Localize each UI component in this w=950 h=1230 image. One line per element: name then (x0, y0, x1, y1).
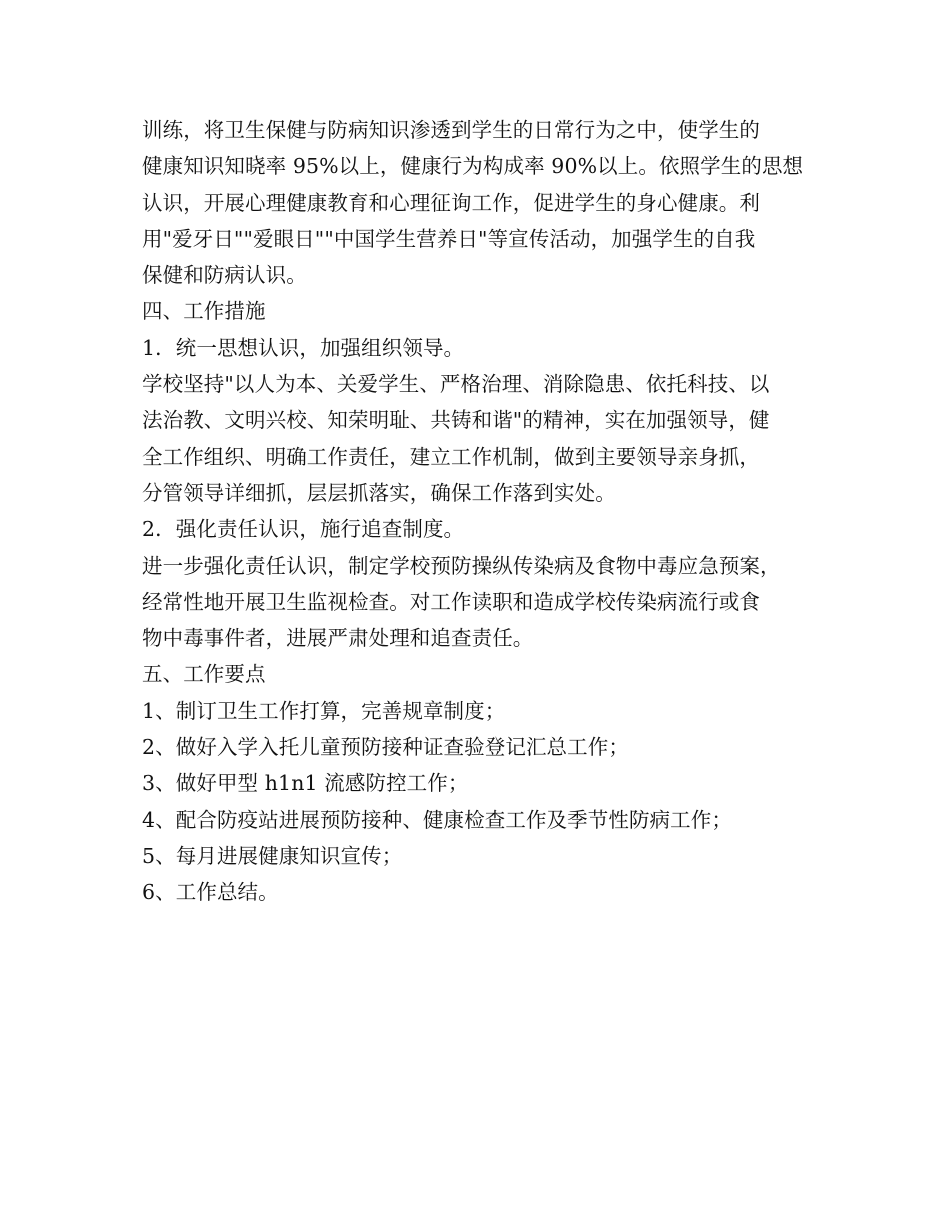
text-line: 训练，将卫生保健与防病知识渗透到学生的日常行为之中，使学生的 (142, 118, 760, 142)
text-line: 进一步强化责任认识，制定学校预防操纵传染病及食物中毒应急预案， (142, 553, 781, 578)
list-item: 3、做好甲型 h1n1 流感防控工作； (142, 771, 469, 796)
text-line: 法治教、文明兴校、知荣明耻、共铸和谐"的精神，实在加强领导，健 (142, 408, 770, 433)
section-heading-measures: 四、工作措施 (142, 299, 266, 324)
text-line: 全工作组织、明确工作责任，建立工作机制，做到主要领导亲身抓， (142, 444, 760, 469)
text-line: 经常性地开展卫生监视检查。对工作读职和造成学校传染病流行或食 (142, 589, 760, 614)
text-line: 健康知识知晓率 95%以上，健康行为构成率 90%以上。依照学生的思想 (142, 154, 804, 179)
text-line: 用"爱牙日""爱眼日""中国学生营养日"等宣传活动，加强学生的自我 (142, 226, 756, 251)
subheading-unify-thinking: 1．统一思想认识，加强组织领导。 (142, 335, 465, 360)
list-item: 4、配合防疫站进展预防接种、健康检查工作及季节性防病工作； (142, 807, 732, 832)
subheading-responsibility: 2．强化责任认识，施行追查制度。 (142, 517, 465, 542)
text-line: 保健和防病认识。 (142, 263, 307, 288)
text-line: 分管领导详细抓，层层抓落实，确保工作落到实处。 (142, 480, 616, 505)
list-item: 2、做好入学入托儿童预防接种证查验登记汇总工作； (142, 735, 629, 760)
list-item: 6、工作总结。 (142, 880, 279, 905)
text-line: 物中毒事件者，进展严肃处理和追查责任。 (142, 626, 534, 651)
text-line: 认识，开展心理健康教育和心理征询工作，促进学生的身心健康。利 (142, 190, 760, 215)
paragraph-leadership (142, 366, 822, 511)
text-line: 学校坚持"以人为本、关爱学生、严格治理、消除隐患、依托科技、以 (142, 372, 770, 397)
document-page (142, 112, 822, 911)
paragraph-responsibility (142, 548, 822, 657)
list-item: 1、制订卫生工作打算，完善规章制度； (142, 698, 506, 723)
paragraph-health-education (142, 112, 822, 293)
section-heading-key-points: 五、工作要点 (142, 662, 266, 687)
list-item: 5、每月进展健康知识宣传； (142, 843, 403, 868)
